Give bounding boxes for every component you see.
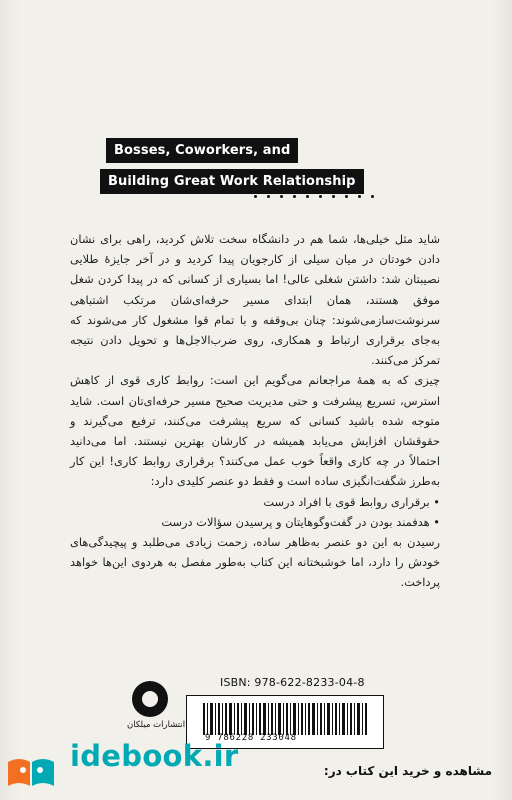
- dot: [293, 195, 296, 198]
- dot: [254, 195, 257, 198]
- publisher-block: [127, 681, 186, 741]
- barcode-icon: [203, 703, 367, 735]
- watermark-banner: [0, 736, 512, 800]
- blurb-bullet-2: • هدفمند بودن در گفت‌وگوهایتان و پرسیدن سؤالات درست: [161, 514, 440, 529]
- isbn-text: ISBN: 978-622-8233-04-8: [220, 676, 365, 689]
- blurb-paragraph-3: رسیدن به این دو عنصر به‌ظاهر ساده، زحمت زیادی می‌طلبد و پیچیدگی‌های خودش را دارد، اما خوشبختانه این کتاب به‌طور مفصل به هردوی این‌ها خواهد پرداخت.: [70, 535, 440, 590]
- dot: [332, 195, 335, 198]
- book-title-line-2: Building Great Work Relationship: [100, 169, 364, 194]
- publisher-logo-icon: [132, 681, 168, 717]
- book-title-line-1: Bosses, Coworkers, and: [106, 138, 298, 163]
- dot: [280, 195, 283, 198]
- publisher-name: انتشارات میلکان: [127, 720, 186, 730]
- book-icon: [5, 752, 57, 790]
- dotted-line-icon: [254, 192, 374, 200]
- watermark-cta: مشاهده و خرید این کتاب در:: [323, 764, 492, 778]
- blurb-bullet-1: • برقراری روابط قوی با افراد درست: [263, 494, 440, 509]
- book-title-block: [106, 138, 378, 194]
- blurb-paragraph-2: چیزی که به همهٔ مراجعانم می‌گویم این است: روابط کاری قوی از کاهش استرس، تسریع پیشرفت و حتی مدیریت صحیح مسیر حرفه‌ای‌تان است. شاید متوجه شده باشید کسانی که سریع پیشرفت می‌کنند، ترفیع می‌گیرند و حقوقشان افزایش می‌یابد همیشه در کارشان بهترین نیستند. اما می‌دانید احتمالاً در چه کاری واقعاً خوب عمل می‌کنند؟ برقراری روابط کاری! این کار به‌طرز شگفت‌انگیزی ساده است و فقط دو عنصر کلیدی دارد:: [70, 373, 440, 489]
- dot: [319, 195, 322, 198]
- dot: [306, 195, 309, 198]
- watermark-brand: idebook.ir: [70, 739, 239, 773]
- dot: [267, 195, 270, 198]
- blurb-text: [70, 229, 440, 593]
- dot: [371, 195, 374, 198]
- barcode-number: 9 786228 233048: [205, 733, 297, 743]
- dot: [345, 195, 348, 198]
- dot: [358, 195, 361, 198]
- blurb-paragraph-1: شاید مثل خیلی‌ها، شما هم در دانشگاه سخت تلاش کردید، راهی برای نشان دادن خودتان در میان سیلی از کارجویان پیدا کردید و در آخر جایزهٔ طلایی نصیبتان شد: داشتن شغلی عالی! اما بسیاری از کسانی که در پیدا کردن شغل موفق هستند، همان ابتدای مسیر حرفه‌ای‌شان مرتکب اشتباهی سرنوشت‌سازمی‌شوند: چنان بی‌وقفه و با تمام قوا مشغول کار می‌شوند که به‌جای برقراری ارتباط و همکاری، روی ضرب‌الاجل‌ها و تحویل دادن نتیجه تمرکز می‌کنند.: [70, 232, 440, 368]
